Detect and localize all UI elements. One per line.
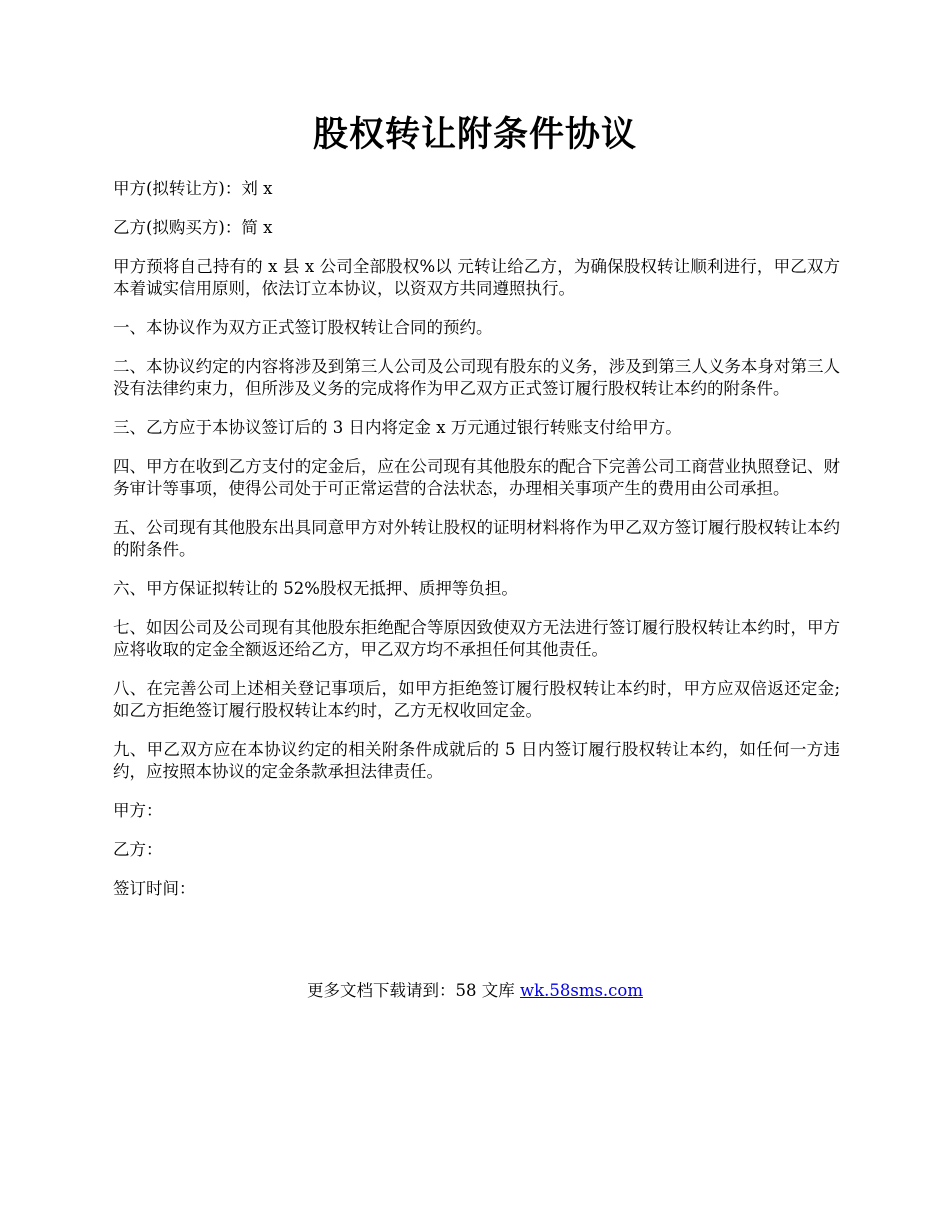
clause-2: 二、本协议约定的内容将涉及到第三人公司及公司现有股东的义务，涉及到第三人义务本身对第三人没有法律约束力，但所涉及义务的完成将作为甲乙双方正式签订履行股权转让本约的附条件。 bbox=[113, 357, 840, 398]
footer-prefix: 更多文档下载请到：58 文库 bbox=[306, 981, 520, 1000]
clause-6: 六、甲方保证拟转让的 52%股权无抵押、质押等负担。 bbox=[113, 579, 518, 598]
clause-1: 一、本协议作为双方正式签订股权转让合同的预约。 bbox=[113, 318, 493, 337]
clause-5: 五、公司现有其他股东出具同意甲方对外转让股权的证明材料将作为甲乙双方签订履行股权转让本约的附条件。 bbox=[113, 518, 840, 559]
clause-9: 九、甲乙双方应在本协议约定的相关附条件成就后的 5 日内签订履行股权转让本约，如任何一方违约，应按照本协议的定金条款承担法律责任。 bbox=[113, 740, 840, 781]
document-title: 股权转让附条件协议 bbox=[312, 114, 637, 155]
footer bbox=[0, 980, 950, 1002]
document-body bbox=[113, 178, 840, 917]
clause-3: 三、乙方应于本协议签订后的 3 日内将定金 x 万元通过银行转账支付给甲方。 bbox=[113, 418, 682, 437]
signature-party-a: 甲方： bbox=[113, 801, 163, 820]
clause-7: 七、如因公司及公司现有其他股东拒绝配合等原因致使双方无法进行签订履行股权转让本约时，甲方应将收取的定金全额返还给乙方，甲乙双方均不承担任何其他责任。 bbox=[113, 618, 840, 659]
clause-4: 四、甲方在收到乙方支付的定金后，应在公司现有其他股东的配合下完善公司工商营业执照登记、财务审计等事项，使得公司处于可正常运营的合法状态，办理相关事项产生的费用由公司承担。 bbox=[113, 457, 840, 498]
party-b-line: 乙方(拟购买方)：简 x bbox=[113, 218, 273, 237]
footer-link[interactable]: wk.58sms.com bbox=[519, 981, 643, 1000]
preamble-paragraph: 甲方预将自己持有的 x 县 x 公司全部股权%以 元转让给乙方，为确保股权转让顺利进行，甲乙双方本着诚实信用原则，依法订立本协议，以资双方共同遵照执行。 bbox=[113, 257, 840, 298]
party-a-line: 甲方(拟转让方)：刘 x bbox=[113, 179, 273, 198]
clause-8: 八、在完善公司上述相关登记事项后，如甲方拒绝签订履行股权转让本约时，甲方应双倍返还定金;如乙方拒绝签订履行股权转让本约时，乙方无权收回定金。 bbox=[113, 679, 840, 720]
signature-party-b: 乙方： bbox=[113, 840, 163, 859]
sign-date: 签订时间： bbox=[113, 879, 196, 898]
